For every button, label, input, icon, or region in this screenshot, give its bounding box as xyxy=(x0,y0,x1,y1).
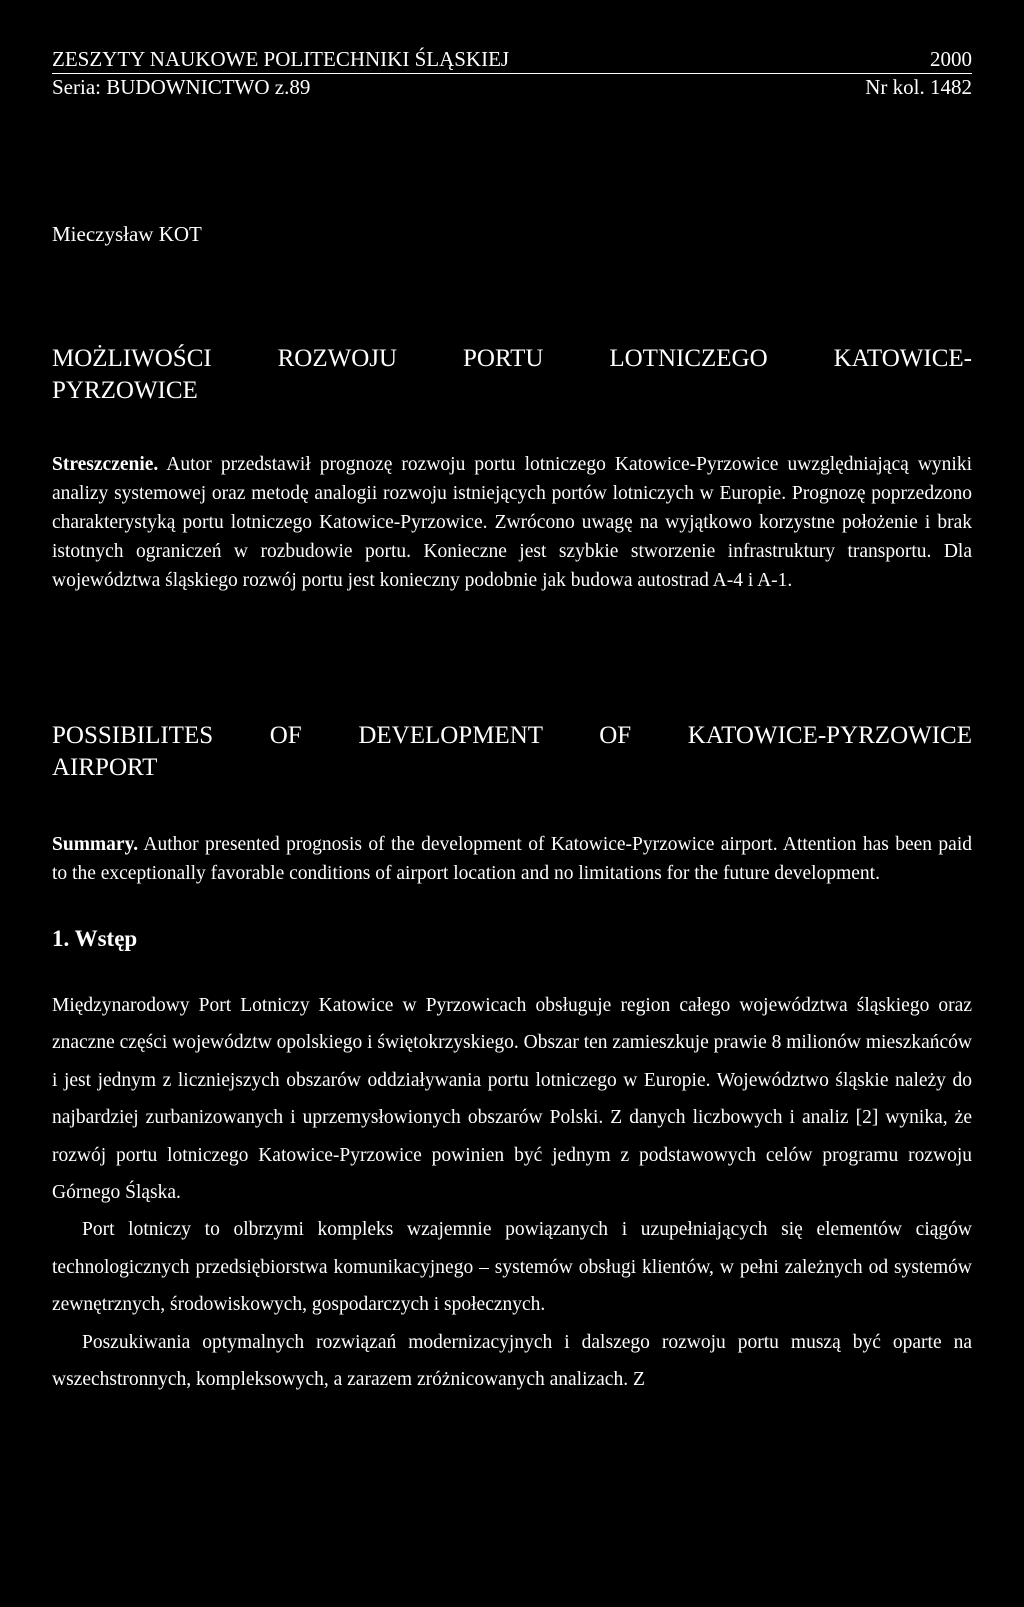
running-header xyxy=(52,46,972,74)
title-pl-line2: PYRZOWICE xyxy=(52,377,198,404)
body-text xyxy=(52,987,972,1398)
abstract-pl xyxy=(52,450,972,595)
abstract-pl-text: Autor przedstawił prognozę rozwoju portu lotniczego Katowice-Pyrzowice uwzględniającą wyniki analizy systemowej oraz metodę analogii rozwoju istniejących portów lotniczych w Europie. Prognozę poprzedzono charakterystyką portu lotniczego Katowice-Pyrzowice. Zwrócono uwagę na wyjątkowo korzystne położenie i brak istotnych ograniczeń w rozbudowie portu. Konieczne jest szybkie stworzenie infrastruktury transportu. Dla województwa śląskiego rozwój portu jest konieczny podobnie jak budowa autostrad A-4 i A-1. xyxy=(52,454,972,591)
paper-page xyxy=(52,46,972,1391)
issue-number: Nr kol. 1482 xyxy=(865,75,972,99)
journal-year: 2000 xyxy=(930,47,972,71)
title-pl-line1: MOŻLIWOŚCI ROZWOJU PORTU LOTNICZEGO KATOWICE- xyxy=(52,345,972,372)
abstract-pl-label: Streszczenie. xyxy=(52,454,159,475)
paragraph-3: Poszukiwania optymalnych rozwiązań modernizacyjnych i dalszego rozwoju portu muszą być oparte na wszechstronnych, kompleksowych, a zarazem zróżnicowanych analizach. Z xyxy=(52,1331,972,1391)
journal-name: ZESZYTY NAUKOWE POLITECHNIKI ŚLĄSKIEJ xyxy=(52,47,510,71)
author-name: Mieczysław KOT xyxy=(52,222,202,246)
abstract-en-text: Author presented prognosis of the development of Katowice-Pyrzowice airport. Attention has been paid to the exceptionally favorable conditions of airport location and no limitations for the future development. xyxy=(52,834,972,884)
title-en-line1: POSSIBILITES OF DEVELOPMENT OF KATOWICE-PYRZOWICE xyxy=(52,722,972,749)
title-en-line2: AIRPORT xyxy=(52,754,158,781)
section-heading: 1. Wstęp xyxy=(52,926,138,951)
paragraph-1: Międzynarodowy Port Lotniczy Katowice w Pyrzowicach obsługuje region całego województwa śląskiego oraz znaczne części województw opolskiego i świętokrzyskiego. Obszar ten zamieszkuje prawie 8 milionów mieszkańców i jest jednym z liczniejszych obszarów oddziaływania portu lotniczego w Europie. Województwo śląskie należy do najbardziej zurbanizowanych i uprzemysłowionych obszarów Polski. Z danych liczbowych i analiz [2] wynika, że rozwój portu lotniczego Katowice-Pyrzowice powinien być jednym z podstawowych celów programu rozwoju Górnego Śląska. xyxy=(52,995,972,1204)
paragraph-2: Port lotniczy to olbrzymi kompleks wzajemnie powiązanych i uzupełniających się elementów ciągów technologicznych przedsiębiorstwa komunikacyjnego – systemów obsługi klientów, w pełni zależnych od systemów zewnętrznych, środowiskowych, gospodarczych i społecznych. xyxy=(52,1219,972,1316)
running-subheader xyxy=(52,74,972,100)
journal-series: Seria: BUDOWNICTWO z.89 xyxy=(52,75,311,99)
abstract-en-label: Summary. xyxy=(52,834,139,855)
abstract-en xyxy=(52,830,972,888)
